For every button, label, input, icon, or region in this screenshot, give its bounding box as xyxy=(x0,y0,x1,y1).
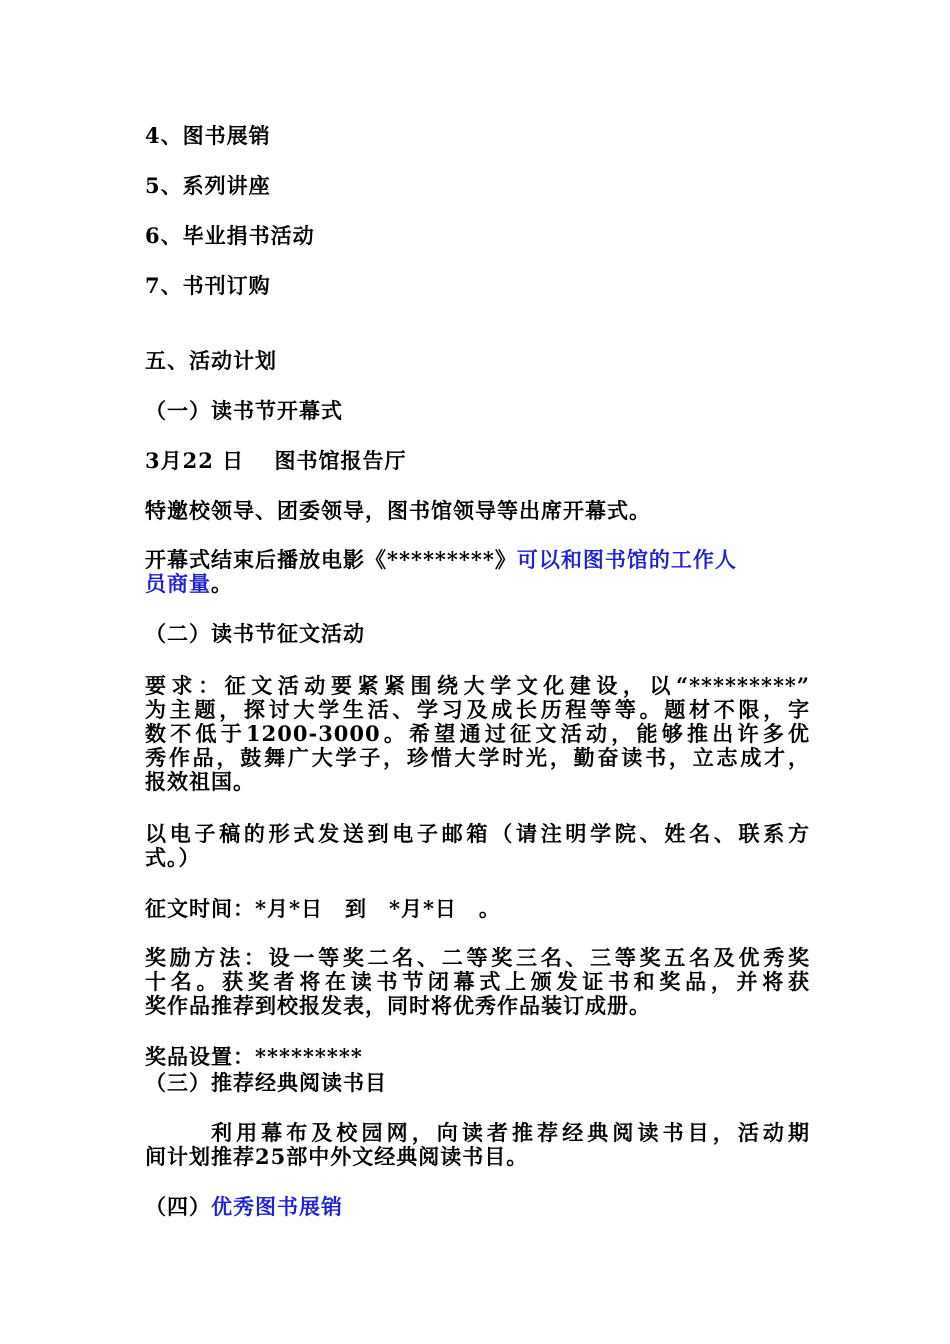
award-paragraph xyxy=(145,946,810,1018)
award-line: 十名。获奖者将在读书节闭幕式上颁发证书和奖品，并将获 xyxy=(145,969,810,994)
subsection-heading-2: （二）读书节征文活动 xyxy=(145,621,365,646)
movie-line-1 xyxy=(145,548,810,572)
requirement-line: 为主题，探讨大学生活、学习及成长历程等等。题材不限，字 xyxy=(145,697,810,722)
requirement-line: 要求：征文活动要紧紧围绕大学文化建设，以“*********” xyxy=(145,673,810,698)
requirement-paragraph xyxy=(145,674,810,794)
movie-end: 。 xyxy=(211,571,233,596)
subsection-heading-1: （一）读书节开幕式 xyxy=(145,398,343,423)
blue-note-text-2: 员商量 xyxy=(145,571,211,596)
essay-time: 征文时间：*月*日 到 *月*日 。 xyxy=(145,896,501,921)
requirement-line: 秀作品，鼓舞广大学子，珍惜大学时光，勤奋读书，立志成才， xyxy=(145,745,810,770)
blue-note-text: 可以和图书馆的工作人 xyxy=(516,547,737,572)
invite-text: 特邀校领导、团委领导，图书馆领导等出席开幕式。 xyxy=(145,498,651,523)
requirement-line: 数不低于1200-3000。希望通过征文活动，能够推出许多优 xyxy=(145,721,810,746)
list-item: 4、图书展销 xyxy=(145,123,271,148)
movie-line-2 xyxy=(145,572,810,596)
heading-blue-text: 优秀图书展销 xyxy=(211,1194,343,1219)
recommend-paragraph xyxy=(145,1121,810,1169)
email-paragraph xyxy=(145,822,810,870)
award-line: 奖励方法：设一等奖二名、二等奖三名、三等奖五名及优秀奖 xyxy=(145,945,810,970)
movie-text: 开幕式结束后播放电影《*********》 xyxy=(145,547,517,572)
subsection-heading-4 xyxy=(145,1195,810,1219)
movie-paragraph xyxy=(145,548,810,596)
award-line: 奖作品推荐到校报发表，同时将优秀作品装订成册。 xyxy=(145,993,651,1018)
email-line: 式。） xyxy=(145,845,201,870)
subsection-heading-3: （三）推荐经典阅读书目 xyxy=(145,1070,387,1095)
list-item: 6、毕业捐书活动 xyxy=(145,223,315,248)
recommend-line: 间计划推荐25部中外文经典阅读书目。 xyxy=(145,1144,529,1169)
prize-setting: 奖品设置：********* xyxy=(145,1044,363,1069)
recommend-line: 利用幕布及校园网，向读者推荐经典阅读书目，活动期 xyxy=(211,1120,810,1145)
list-item: 7、书刊订购 xyxy=(145,273,271,298)
list-item: 5、系列讲座 xyxy=(145,173,271,198)
email-line: 以电子稿的形式发送到电子邮箱（请注明学院、姓名、联系方 xyxy=(145,821,810,846)
event-date-place: 3月22 日 图书馆报告厅 xyxy=(145,448,407,473)
requirement-line: 报效祖国。 xyxy=(145,769,255,794)
heading-prefix: （四） xyxy=(145,1194,211,1219)
section-title: 五、活动计划 xyxy=(145,348,277,373)
